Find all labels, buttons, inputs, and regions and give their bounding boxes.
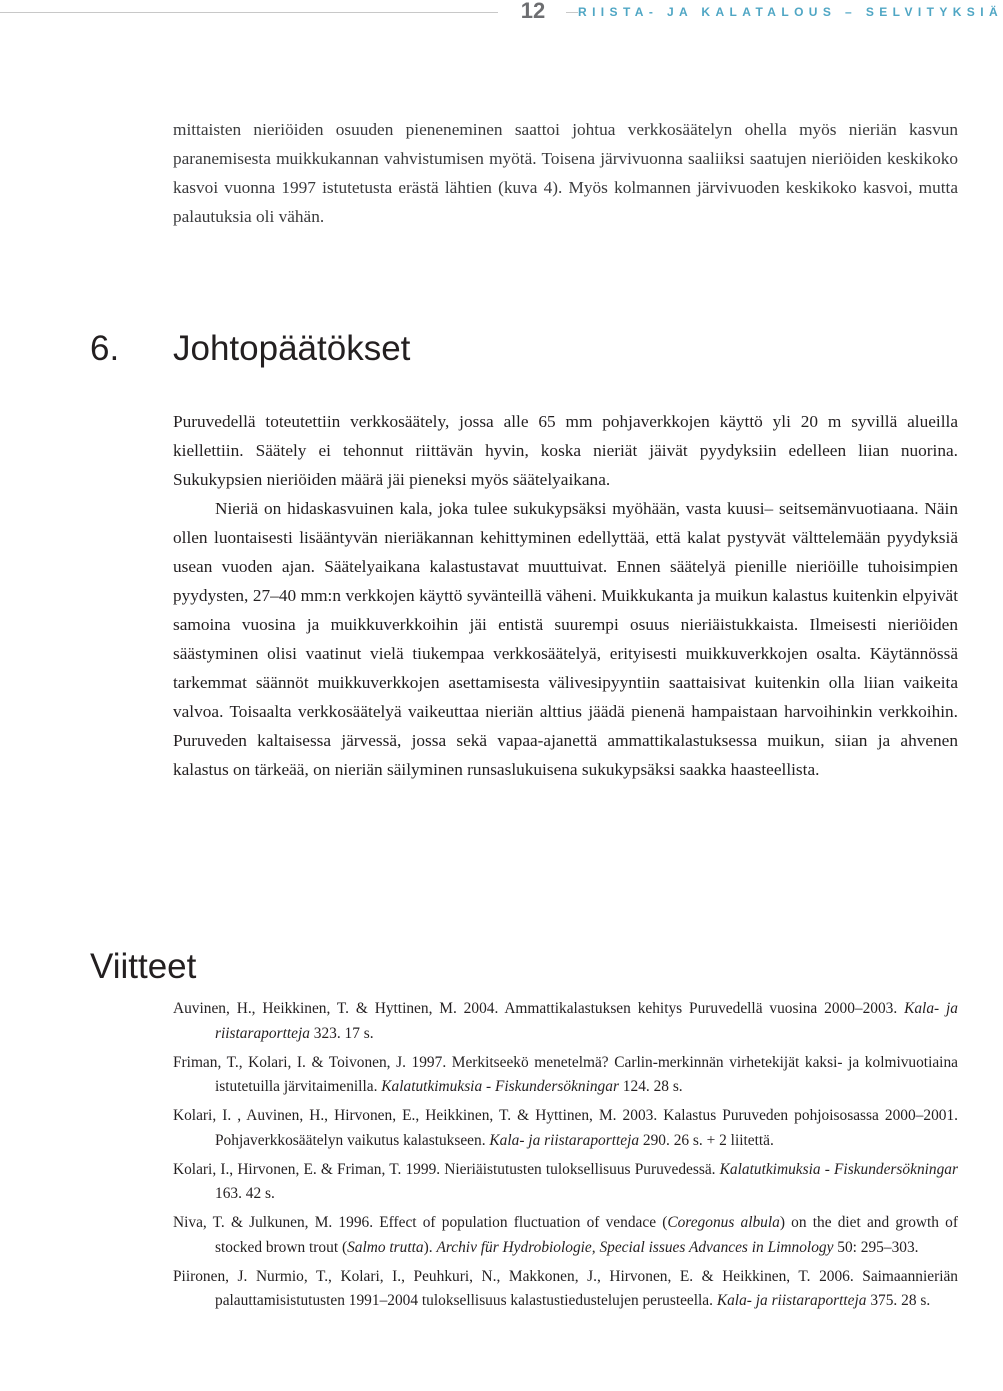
- reference-item: [173, 1051, 958, 1100]
- reference-text: Auvinen, H., Heikkinen, T. & Hyttinen, M. 2004. Ammattikalastuksen kehitys Puruvedellä vuosina 2000–2003.: [173, 1000, 905, 1017]
- reference-tail: 323. 17 s.: [309, 1024, 374, 1042]
- conclusions-body: [173, 407, 958, 784]
- reference-item: [173, 1265, 958, 1314]
- reference-journal: Kala- ja riistaraportteja: [716, 1292, 867, 1310]
- running-head: RIISTA- JA KALATALOUS – SELVITYKSIÄ: [578, 5, 1003, 19]
- reference-text: Kolari, I. , Auvinen, H., Hirvonen, E., Heikkinen, T. & Hyttinen, M. 2003. Kalastus Puruveden pohjoisosassa 2000–2001. Pohjaverkkosäätelyn vaikutus kalastukseen.: [173, 1107, 958, 1149]
- reference-species: Salmo trutta: [347, 1238, 424, 1256]
- reference-text: ).: [423, 1238, 437, 1256]
- section-title: Johtopäätökset: [173, 329, 411, 368]
- reference-text: Friman, T., Kolari, I. & Toivonen, J. 1997. Merkitseekö menetelmä? Carlin-merkinnän virhetekijät kaksi- ja kolmivuotiaina istutetuilla järvitaimenilla.: [173, 1053, 958, 1096]
- reference-text: Kolari, I., Hirvonen, E. & Friman, T. 1999. Nieriäistutusten tuloksellisuus Puruvedessä.: [173, 1160, 720, 1178]
- header-rule-right: [566, 12, 578, 13]
- header-rule-left: [0, 12, 498, 13]
- conclusions-paragraph-2: Nieriä on hidaskasvuinen kala, joka tulee sukukypsäksi myöhään, vasta kuusi– seitsemänvuotiaana. Näin ollen luontaisesti lisääntyvän nieriäkannan kehittyminen edellyttää, että kalat pystyvät välttelemään pyydyksiä usean vuoden ajan. Säätelyaikana kalastustavat muuttuivat. Ennen säätelyä pienille nieriöille tuhoisimpien pyydysten, 27–40 mm:n verkkojen käyttö syvänteillä väheni. Muikkukanta ja muikun kalastus kuitenkin elpyivät samoina vuosina ja muikkuverkkoihin jäi entistä suurempi osuus nieriäistukkaista. Ilmeisesti nieriöiden säästyminen olisi vaatinut vielä tiukempaa verkkosäätelyä, erityisesti muikkuverkkojen osalta. Käytännössä tarkemmat säännöt muikkuverkkojen asettamisesta välivesipyyntiin saattaisivat kuitenkin olla liian vaikeita valvoa. Toisaalta verkkosäätelyä vaikeuttaa nieriän alttius jäädä pienenä hampaistaan harvoihinkin verkkoihin. Puruveden kaltaisessa järvessä, jossa sekä vapaa-ajanettä ammattikalastuksessa muikun, siian ja ahvenen kalastus on tärkeää, on nieriän säilyminen runsaslukuisena sukukypsäksi saakka haasteellista.: [173, 499, 958, 779]
- reference-item: [173, 997, 958, 1046]
- reference-text: ) on the diet and growth of stocked brown trout (: [215, 1214, 958, 1256]
- reference-tail: 375. 28 s.: [866, 1292, 931, 1310]
- reference-journal: Kalatutkimuksia - Fiskundersökningar: [719, 1160, 958, 1178]
- reference-journal: Kala- ja riistaraportteja: [215, 1000, 958, 1042]
- reference-text: Piironen, J. Nurmio, T., Kolari, I., Peuhkuri, N., Makkonen, J., Hirvonen, E. & Heikkinen, T. 2006. Saimaannieriän palauttamisistutusten 1991–2004 tuloksellisuus kalastustiedustelujen perusteella.: [173, 1267, 958, 1310]
- reference-text: Niva, T. & Julkunen, M. 1996. Effect of population fluctuation of vendace (: [173, 1214, 668, 1232]
- reference-item: [173, 1211, 958, 1260]
- reference-tail: 163. 42 s.: [215, 1185, 275, 1203]
- reference-tail: 124. 28 s.: [618, 1078, 683, 1096]
- conclusions-paragraph-1: Puruvedellä toteutettiin verkkosäätely, jossa alle 65 mm pohjaverkkojen käyttö yli 20 m syvillä alueilla kiellettiin. Säätely ei tehonnut riittävän hyvin, koska nieriät jäivät pyydyksiin edelleen liian nuorina. Sukukypsien nieriöiden määrä jäi pieneksi myös säätelyaikana.: [173, 412, 958, 489]
- reference-species: Coregonus albula: [667, 1214, 780, 1232]
- reference-list: [173, 997, 958, 1318]
- reference-journal: Archiv für Hydrobiologie, Special issues Advances in Limnology: [436, 1238, 834, 1256]
- reference-item: [173, 1104, 958, 1153]
- page-number: 12: [520, 0, 546, 23]
- reference-journal: Kalatutkimuksia - Fiskundersökningar: [381, 1078, 619, 1096]
- references-heading: Viitteet: [90, 947, 197, 986]
- reference-tail: 50: 295–303.: [833, 1238, 919, 1256]
- reference-journal: Kala- ja riistaraportteja: [489, 1131, 640, 1149]
- intro-paragraph: [173, 115, 958, 231]
- section-heading-conclusions: [90, 322, 410, 376]
- section-number: 6.: [90, 329, 120, 368]
- intro-text: mittaisten nieriöiden osuuden pieneneminen saattoi johtua verkkosäätelyn ohella myös nieriän kasvun paranemisesta muikkukannan vahvistumisen myötä. Toisena järvivuonna saaliiksi saatujen nieriöiden keskikoko kasvoi vuonna 1997 istutetusta erästä lähtien (kuva 4). Myös kolmannen järvivuoden keskikoko kasvoi, mutta palautuksia oli vähän.: [173, 120, 958, 226]
- reference-tail: 290. 26 s. + 2 liitettä.: [639, 1131, 774, 1149]
- reference-item: [173, 1158, 958, 1207]
